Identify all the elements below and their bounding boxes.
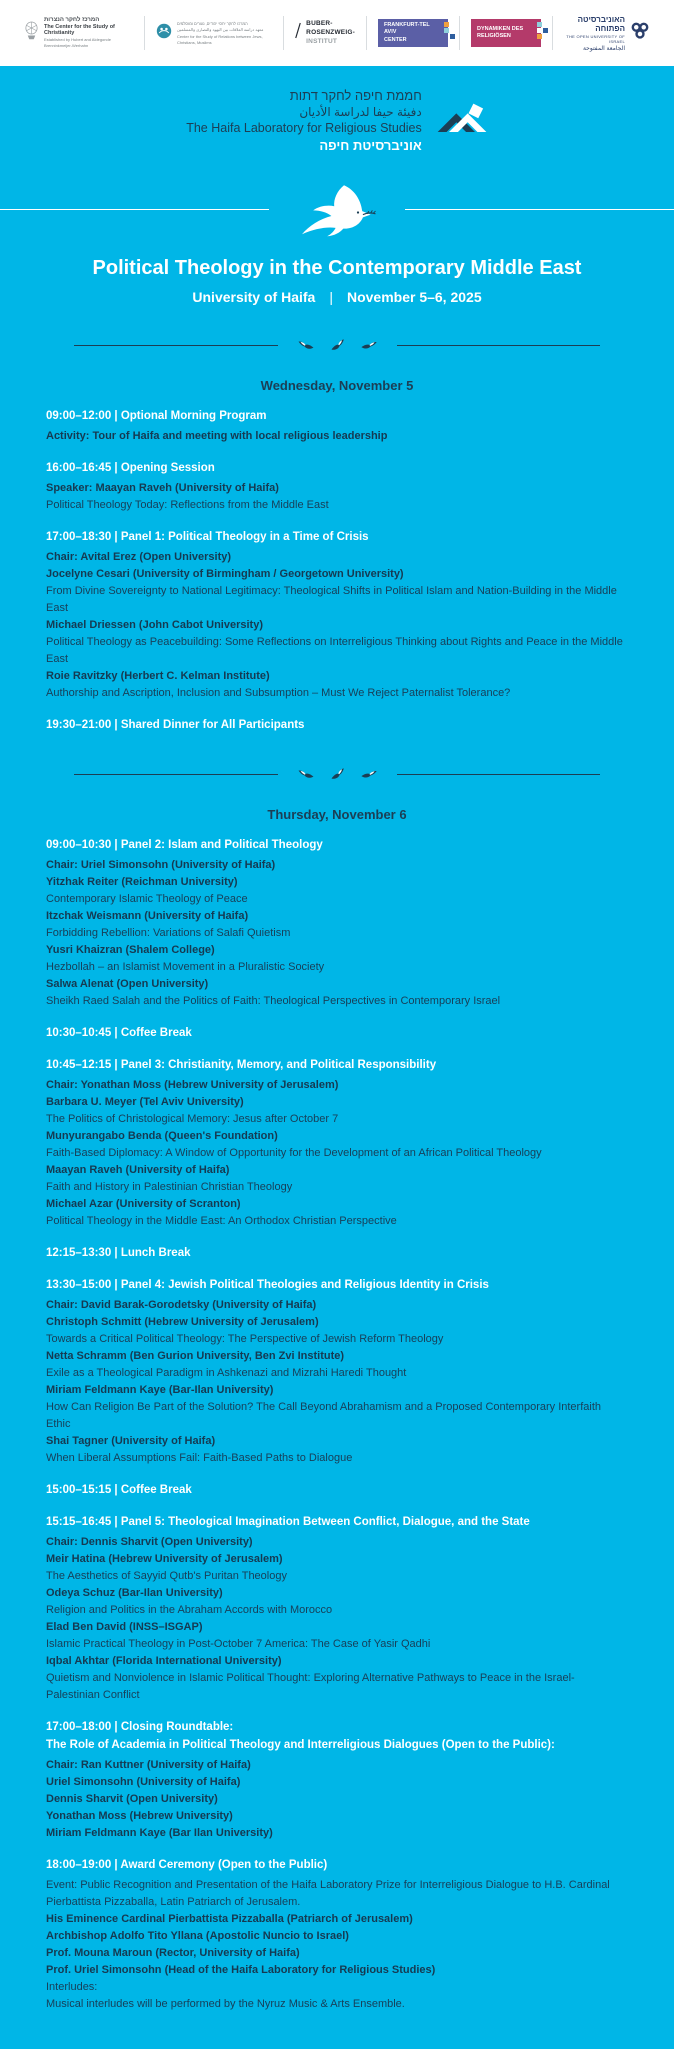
session-speaker: Dennis Sharvit (Open University): [46, 1793, 218, 1805]
buber-rosenzweig-institut-line: ROSENZWEIG-: [306, 28, 355, 36]
mosaic-decoration: [444, 22, 455, 39]
session-speaker: Jocelyne Cesari (University of Birmingham / Georgetown University): [46, 568, 404, 580]
session-talk-title: From Divine Sovereignty to National Legitimacy: Theological Shifts in Political Islam and Nation-Building in the Middle East: [46, 585, 617, 614]
divider-line-left: [0, 209, 269, 210]
center-relations-jews-christians-muslims-line: Center for the Study of Relations between Jews, Christians, Muslims: [176, 34, 263, 45]
mosaic-square: [537, 22, 542, 27]
day-title: Thursday, November 6: [267, 807, 407, 822]
session: [46, 1024, 628, 1042]
mosaic-square: [450, 28, 455, 33]
buber-rosenzweig-institut: [295, 20, 355, 46]
mosaic-square: [444, 28, 449, 33]
mosaic-square: [444, 34, 449, 39]
session-speaker: Netta Schramm (Ben Gurion University, Ben Zvi Institute): [46, 1350, 345, 1362]
session-speaker: Roie Ravitzky (Herbert C. Kelman Institute): [46, 670, 270, 682]
logo-bar-divider: [144, 16, 145, 50]
center-study-christianity: [24, 17, 133, 48]
session-speaker: Uriel Simonsohn (University of Haifa): [46, 1776, 241, 1788]
session: [46, 1244, 628, 1262]
session-time-header: 19:30–21:00 | Shared Dinner for All Participants: [46, 719, 305, 731]
mosaic-square: [543, 28, 548, 33]
session-speaker: Odeya Schuz (Bar-Ilan University): [46, 1587, 223, 1599]
session-talk-title: Faith-Based Diplomacy: A Window of Opportunity for the Development of an African Political Theology: [46, 1147, 542, 1159]
session-talk-title: Political Theology in the Middle East: An Orthodox Christian Perspective: [46, 1215, 397, 1227]
session-talk-title: Event: Public Recognition and Presentation of the Haifa Laboratory Prize for Interreligious Dialogue to H.B. Cardinal Pierbattista Pizzaballa, Latin Patriarch of Jerusalem.: [46, 1879, 610, 1908]
bird-icon: [329, 768, 346, 781]
session-speaker: His Eminence Cardinal Pierbattista Pizzaballa (Patriarch of Jerusalem): [46, 1913, 413, 1925]
center-relations-jews-christians-muslims-line: המרכז לחקר יחסי יהודים, נוצרים ומוסלמים: [176, 20, 248, 26]
dynamiken-des-religioesen-label: DYNAMIKEN DES: [476, 25, 524, 32]
session: [46, 716, 628, 734]
session-speaker: Elad Ben David (INSS–ISGAP): [46, 1621, 203, 1633]
bird-icon: [329, 339, 346, 352]
center-study-christianity-line: The Center for the Study of Christianity: [44, 24, 115, 37]
mosaic-square: [450, 34, 455, 39]
session-time-header: 09:00–12:00 | Optional Morning Program: [46, 410, 267, 422]
schedule: [0, 339, 674, 2013]
session-time-header: 17:00–18:30 | Panel 1: Political Theology in a Time of Crisis: [46, 531, 369, 543]
session-speaker: Chair: Uriel Simonsohn (University of Haifa): [46, 859, 276, 871]
session-talk-title: When Liberal Assumptions Fail: Faith-Based Paths to Dialogue: [46, 1452, 353, 1464]
session-talk-title: The Aesthetics of Sayyid Qutb's Puritan Theology: [46, 1570, 287, 1582]
session-speaker: Shai Tagner (University of Haifa): [46, 1435, 216, 1447]
day-title: Wednesday, November 5: [260, 378, 414, 393]
session-speaker: Itzchak Weismann (University of Haifa): [46, 910, 249, 922]
birds-divider: [74, 768, 600, 781]
session-talk-title: Contemporary Islamic Theology of Peace: [46, 893, 248, 905]
session-time-header: 16:00–16:45 | Opening Session: [46, 462, 215, 474]
center-relations-jews-christians-muslims: [156, 21, 272, 45]
session: [46, 836, 628, 1010]
frankfurt-tel-aviv-center-label: CENTER: [383, 36, 407, 43]
session-speaker: Speaker: Maayan Raveh (University of Haifa): [46, 482, 279, 494]
session-speaker: Miriam Feldmann Kaye (Bar-Ilan University): [46, 1384, 274, 1396]
session-talk-title: Exile as a Theological Paradigm in Ashkenazi and Mizrahi Haredi Thought: [46, 1367, 407, 1379]
center-study-christianity-text: [44, 17, 133, 48]
session-speaker: Chair: Avital Erez (Open University): [46, 551, 232, 563]
logo-bar-divider: [366, 16, 367, 50]
haifa-lab-brand-text: [186, 88, 422, 155]
session-speaker: Michael Azar (University of Scranton): [46, 1198, 241, 1210]
center-relations-jews-christians-muslims-line: معهد دراسة العلاقات بين اليهود والنصارى والمسلمين: [176, 27, 264, 33]
bird-icon: [360, 768, 377, 781]
divider-line-left: [74, 774, 278, 776]
conference-title: Political Theology in the Contemporary Middle East: [92, 257, 582, 279]
session-speaker: Michael Driessen (John Cabot University): [46, 619, 263, 631]
dynamiken-des-religioesen: [471, 19, 541, 47]
subtitle-separator: |: [329, 289, 333, 305]
session-talk-title: Quietism and Nonviolence in Islamic Political Thought: Exploring Alternative Pathways to Peace in the Israel-Palestinian Conflict: [46, 1672, 575, 1701]
globe-icon: [156, 23, 172, 44]
session: [46, 1481, 628, 1499]
session-talk-title: Islamic Practical Theology in Post-October 7 America: The Case of Yasir Qadhi: [46, 1638, 431, 1650]
session-speaker: Chair: Dennis Sharvit (Open University): [46, 1536, 253, 1548]
session-time-header: 13:30–15:00 | Panel 4: Jewish Political Theologies and Religious Identity in Crisis: [46, 1279, 489, 1291]
session-speaker: Activity: Tour of Haifa and meeting with local religious leadership: [46, 430, 388, 442]
session-talk-title: Musical interludes will be performed by the Nyruz Music & Arts Ensemble.: [46, 1998, 405, 2010]
session-talk-title: Sheikh Raed Salah and the Politics of Faith: Theological Perspectives in Contemporary Israel: [46, 995, 501, 1007]
subtitle-venue: University of Haifa: [192, 289, 316, 305]
divider-line-right: [405, 209, 674, 210]
session-speaker: Yonathan Moss (Hebrew University): [46, 1810, 233, 1822]
session-speaker: Iqbal Akhtar (Florida International University): [46, 1655, 282, 1667]
mosaic-square: [537, 34, 542, 39]
mosaic-square: [543, 22, 548, 27]
session-time-header: 18:00–19:00 | Award Ceremony (Open to the Public): [46, 1859, 328, 1871]
frankfurt-tel-aviv-center: [378, 19, 448, 47]
session-talk-title: The Politics of Christological Memory: Jesus after October 7: [46, 1113, 339, 1125]
session: [46, 407, 628, 445]
circles-icon: [630, 22, 650, 45]
session-talk-title: Political Theology Today: Reflections from the Middle East: [46, 499, 329, 511]
buber-rosenzweig-institut-line: INSTITUT: [306, 38, 338, 46]
buber-rosenzweig-institut-text: [306, 20, 355, 46]
mosaic-decoration: [537, 22, 548, 39]
mosaic-square: [450, 22, 455, 27]
bird-icons: [298, 339, 377, 352]
open-university-israel-line: THE OPEN UNIVERSITY OF ISRAEL: [566, 33, 625, 44]
logo-bar-divider: [552, 16, 553, 50]
session-speaker: Maayan Raveh (University of Haifa): [46, 1164, 230, 1176]
mosaic-square: [444, 22, 449, 27]
session-speaker: Archbishop Adolfo Tito Yllana (Apostolic Nuncio to Israel): [46, 1930, 349, 1942]
session: [46, 1276, 628, 1467]
session-speaker: Meir Hatina (Hebrew University of Jerusalem): [46, 1553, 283, 1565]
session-speaker: Chair: David Barak-Gorodetsky (University of Haifa): [46, 1299, 317, 1311]
session-speaker: Chair: Ran Kuttner (University of Haifa): [46, 1759, 251, 1771]
session-speaker: Prof. Mouna Maroun (Rector, University of Haifa): [46, 1947, 300, 1959]
session-speaker: Chair: Yonathan Moss (Hebrew University of Jerusalem): [46, 1079, 339, 1091]
open-university-israel-line: الجامعة المفتوحة: [582, 45, 625, 52]
dynamiken-des-religioesen-label: RELIGIÖSEN: [476, 33, 511, 39]
crest-icon: [24, 21, 39, 46]
frankfurt-tel-aviv-center-box: [378, 19, 448, 47]
open-university-israel-text: [564, 15, 625, 52]
session: [46, 1513, 628, 1704]
session-speaker: Miriam Feldmann Kaye (Bar Ilan University): [46, 1827, 273, 1839]
session-talk-title: Faith and History in Palestinian Christian Theology: [46, 1181, 293, 1193]
session-time-header: 17:00–18:00 | Closing Roundtable:: [46, 1721, 234, 1733]
divider-line-left: [74, 345, 278, 347]
bird-icons: [298, 768, 377, 781]
haifa-lab-brand: [0, 66, 674, 155]
mosaic-square: [543, 34, 548, 39]
center-study-christianity-line: Established by Hubert and Aldegonde Brenninkmeijer-Werhahn: [44, 37, 111, 48]
open-university-israel-line: האוניברסיטה הפתוחה: [577, 14, 625, 33]
brand-arabic-name: دفيئة حيفا لدراسة الأديان: [299, 105, 422, 119]
session-speaker: Yitzhak Reiter (Reichman University): [46, 876, 238, 888]
session: [46, 459, 628, 514]
birds-divider: [74, 339, 600, 352]
mosaic-square: [537, 28, 542, 33]
divider-line-right: [397, 774, 601, 776]
dynamiken-des-religioesen-box: [471, 19, 541, 47]
brand-hebrew-name: חממת חיפה לחקר דתות: [289, 88, 422, 103]
divider-line-right: [397, 345, 601, 347]
session-speaker: Salwa Alenat (Open University): [46, 978, 209, 990]
session-speaker: Christoph Schmitt (Hebrew University of Jerusalem): [46, 1316, 319, 1328]
dove-divider: [0, 179, 674, 239]
logo-bar-divider: [459, 16, 460, 50]
brand-english-name: The Haifa Laboratory for Religious Studies: [186, 121, 422, 135]
session-time-header: The Role of Academia in Political Theology and Interreligious Dialogues (Open to the Public):: [46, 1739, 555, 1751]
session-time-header: 10:45–12:15 | Panel 3: Christianity, Memory, and Political Responsibility: [46, 1059, 437, 1071]
session-time-header: 09:00–10:30 | Panel 2: Islam and Political Theology: [46, 839, 323, 851]
frankfurt-tel-aviv-center-label: FRANKFURT-TEL AVIV: [383, 21, 430, 36]
session-time-header: 15:15–16:45 | Panel 5: Theological Imagination Between Conflict, Dialogue, and the State: [46, 1516, 530, 1528]
session-speaker: Barbara U. Meyer (Tel Aviv University): [46, 1096, 244, 1108]
bird-icon: [298, 768, 315, 781]
bird-icon: [360, 339, 377, 352]
partner-logo-bar: [0, 0, 674, 66]
session-talk-title: Hezbollah – an Islamist Movement in a Pluralistic Society: [46, 961, 325, 973]
subtitle-dates: November 5–6, 2025: [346, 289, 482, 305]
poster-body: [0, 66, 674, 2049]
session-talk-title: Towards a Critical Political Theology: The Perspective of Jewish Reform Theology: [46, 1333, 444, 1345]
session-speaker: Munyurangabo Benda (Queen's Foundation): [46, 1130, 278, 1142]
session-speaker: Yusri Khaizran (Shalem College): [46, 944, 215, 956]
session-talk-title: Political Theology as Peacebuilding: Some Reflections on Interreligious Thinking about Rights and Peace in the Middle East: [46, 636, 623, 665]
logo-bar-divider: [283, 16, 284, 50]
slash-icon: [295, 22, 301, 44]
bird-icon: [298, 339, 315, 352]
open-university-israel: [564, 15, 650, 52]
haifa-lab-roof-logo-icon: [436, 101, 488, 142]
session-talk-title: Religion and Politics in the Abraham Accords with Morocco: [46, 1604, 333, 1616]
session-time-header: 10:30–10:45 | Coffee Break: [46, 1027, 192, 1039]
session-talk-title: How Can Religion Be Part of the Solution? The Call Beyond Abrahamism and a Proposed Contemporary Interfaith Ethic: [46, 1401, 601, 1430]
session: [46, 1056, 628, 1230]
brand-university-name: אוניברסיטת חיפה: [319, 138, 422, 153]
session-speaker: Prof. Uriel Simonsohn (Head of the Haifa Laboratory for Religious Studies): [46, 1964, 436, 1976]
center-study-christianity-line: המרכז לחקר הנצרות: [44, 17, 100, 24]
session-time-header: 12:15–13:30 | Lunch Break: [46, 1247, 191, 1259]
session-talk-title: Forbidding Rebellion: Variations of Salafi Quietism: [46, 927, 291, 939]
session-talk-title: Interludes:: [46, 1981, 98, 1993]
conference-subtitle: [0, 289, 674, 305]
session: [46, 1856, 628, 2013]
session-time-header: 15:00–15:15 | Coffee Break: [46, 1484, 192, 1496]
center-relations-jews-christians-muslims-text: [177, 21, 272, 45]
buber-rosenzweig-institut-line: BUBER-: [306, 19, 333, 27]
session-talk-title: Authorship and Ascription, Inclusion and Subsumption – Must We Reject Paternalist Tolerance?: [46, 687, 511, 699]
dove-icon: [295, 179, 379, 239]
session: [46, 1718, 628, 1842]
session: [46, 528, 628, 702]
